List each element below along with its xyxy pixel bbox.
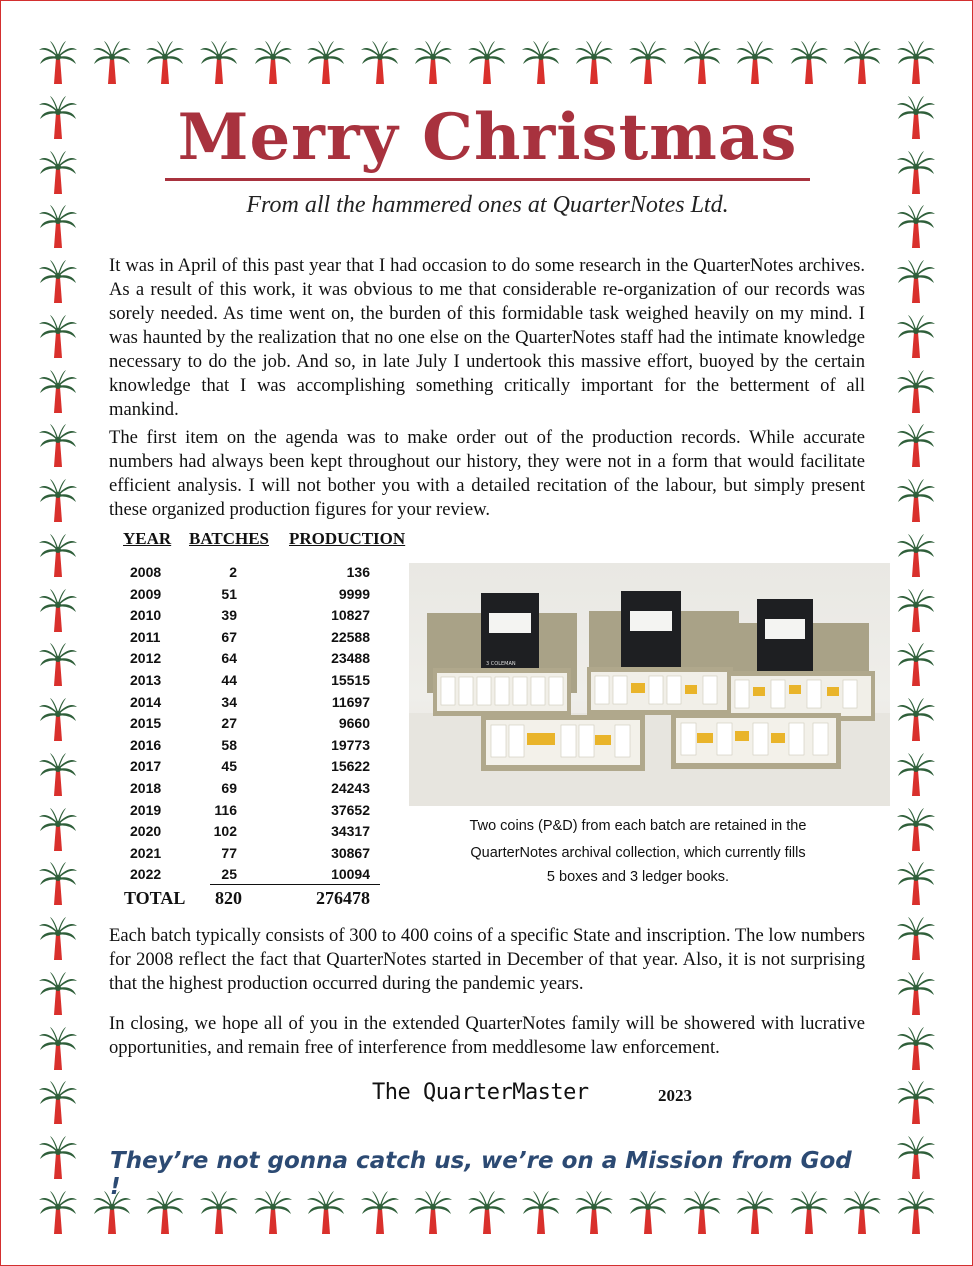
table-cell-year: 2020 (130, 823, 162, 840)
palm-tree-icon (896, 588, 936, 634)
table-cell-batches: 116 (214, 801, 237, 818)
palm-tree-icon (38, 204, 78, 250)
palm-tree-icon (896, 697, 936, 743)
table-header-production: PRODUCTION (289, 529, 406, 548)
palm-tree-icon (789, 40, 829, 86)
table-cell-batches: 34 (221, 693, 237, 710)
palm-tree-icon (896, 369, 936, 415)
batch-paragraph: Each batch typically consists of 300 to 400 coins of a specific State and inscription. The low numbers for 2008 reflect the fact that QuarterNotes started in December of that year. Also, it is not surprising that the highest production occurred during the pandemic years. (109, 925, 865, 994)
table-cell-production: 9660 (338, 715, 370, 732)
palm-tree-icon (896, 533, 936, 579)
table-cell-batches: 64 (221, 650, 237, 667)
palm-tree-icon (896, 259, 936, 305)
palm-tree-icon (413, 40, 453, 86)
palm-tree-icon (896, 1190, 936, 1236)
palm-tree-icon (38, 861, 78, 907)
palm-tree-icon (896, 642, 936, 688)
table-cell-batches: 2 (229, 564, 237, 580)
table-row (112, 629, 382, 651)
table-row (112, 694, 382, 716)
palm-tree-icon (38, 588, 78, 634)
palm-tree-icon (360, 40, 400, 86)
archive-photo (409, 563, 890, 806)
table-cell-production: 9999 (338, 585, 370, 602)
table-row (112, 845, 382, 867)
table-cell-production: 23488 (331, 650, 370, 667)
table-row (112, 672, 382, 694)
palm-tree-icon (38, 807, 78, 853)
table-cell-production: 11697 (331, 693, 370, 710)
table-cell-year: 2014 (130, 693, 162, 710)
palm-tree-icon (735, 40, 775, 86)
table-cell-production: 30867 (331, 844, 370, 861)
palm-tree-icon (145, 40, 185, 86)
table-cell-batches: 44 (221, 672, 237, 688)
palm-tree-icon (38, 1080, 78, 1126)
palm-tree-icon (38, 95, 78, 141)
palm-tree-icon (896, 861, 936, 907)
palm-tree-icon (38, 150, 78, 196)
total-label: TOTAL (124, 888, 186, 908)
closing-paragraph: In closing, we hope all of you in the extended QuarterNotes family will be showered with lucrative opportunities, and remain free of interference from meddlesome law enforcement. (109, 1013, 865, 1058)
palm-tree-icon (896, 916, 936, 962)
total-batches: 820 (215, 888, 242, 908)
table-cell-year: 2013 (130, 672, 162, 688)
table-cell-batches: 69 (221, 780, 237, 796)
table-cell-year: 2010 (130, 607, 162, 624)
palm-tree-icon (38, 971, 78, 1017)
photo-caption-line-2: QuarterNotes archival collection, which currently fills (470, 845, 806, 861)
table-cell-production: 34317 (331, 823, 370, 840)
palm-tree-icon (38, 423, 78, 469)
palm-tree-icon (896, 423, 936, 469)
palm-tree-icon (896, 40, 936, 86)
palm-tree-icon (306, 40, 346, 86)
palm-tree-icon (682, 40, 722, 86)
palm-tree-icon (38, 1190, 78, 1236)
table-cell-batches: 102 (213, 823, 237, 840)
table-row (112, 607, 382, 629)
palm-tree-icon (38, 478, 78, 524)
palm-tree-icon (521, 40, 561, 86)
table-cell-batches: 77 (221, 844, 237, 861)
photo-caption-line-3: 5 boxes and 3 ledger books. (546, 869, 730, 885)
table-cell-year: 2012 (130, 650, 162, 667)
palm-tree-icon (38, 1135, 78, 1181)
palm-tree-icon (38, 369, 78, 415)
table-row (112, 802, 382, 824)
palm-tree-icon (628, 40, 668, 86)
signature: The QuarterMaster (372, 1080, 589, 1105)
table-cell-year: 2017 (130, 758, 162, 775)
table-cell-production: 24243 (331, 780, 370, 796)
palm-tree-icon (199, 40, 239, 86)
palm-tree-icon (467, 40, 507, 86)
table-row (112, 823, 382, 845)
total-production: 276478 (316, 888, 370, 908)
palm-tree-icon (896, 971, 936, 1017)
table-header-year: YEAR (123, 529, 172, 548)
table-cell-year: 2018 (130, 780, 162, 796)
table-header-batches: BATCHES (189, 529, 269, 548)
palm-tree-icon (896, 95, 936, 141)
palm-tree-icon (842, 40, 882, 86)
palm-tree-icon (896, 150, 936, 196)
palm-tree-icon (38, 642, 78, 688)
table-cell-year: 2011 (130, 628, 161, 645)
table-row (112, 650, 382, 672)
intro-paragraph: It was in April of this past year that I had occasion to do some research in the QuarterNotes archives. As a result of this work, it was obvious to me that considerable re-organization of our records was sorely needed. As time went on, the burden of this formidable task weighed heavily on my mind. I was haunted by the realization that no one else on the QuarterNotes staff had the intimate knowledge necessary to do the job. And so, in late July I undertook this massive effort, buoyed by the certain knowledge that I was accomplishing something critically important for the betterment of all mankind. (109, 255, 865, 420)
table-cell-batches: 25 (221, 866, 237, 883)
table-row (112, 715, 382, 737)
table-cell-year: 2009 (130, 585, 162, 602)
table-cell-year: 2019 (130, 801, 162, 818)
table-cell-production: 10827 (331, 607, 370, 624)
table-cell-batches: 27 (221, 715, 237, 732)
table-cell-production: 22588 (331, 628, 370, 645)
palm-tree-icon (574, 40, 614, 86)
records-paragraph: The first item on the agenda was to make order out of the production records. While accurate numbers had always been kept throughout our history, they were not in a form that would facilitate efficient analysis. I will not bother you with a detailed recitation of the labour, but simply present these organized production figures for your review. (109, 427, 865, 520)
table-cell-production: 10094 (331, 866, 370, 883)
ledger-brand-label: 3 COLEMAN (486, 661, 516, 667)
palm-tree-icon (38, 314, 78, 360)
page-title: Merry Christmas (165, 100, 810, 181)
table-cell-batches: 58 (221, 736, 237, 753)
signature-year: 2023 (658, 1086, 692, 1105)
table-cell-batches: 45 (221, 758, 237, 775)
palm-tree-icon (38, 697, 78, 743)
table-cell-year: 2022 (130, 866, 162, 883)
palm-tree-icon (896, 1026, 936, 1072)
palm-tree-icon (253, 40, 293, 86)
palm-tree-icon (896, 807, 936, 853)
palm-tree-icon (38, 916, 78, 962)
page-subtitle: From all the hammered ones at QuarterNotes Ltd. (246, 192, 729, 218)
ledger-books (481, 591, 813, 675)
table-cell-year: 2016 (130, 736, 162, 753)
table-cell-production: 15515 (331, 672, 370, 688)
palm-tree-icon (896, 314, 936, 360)
table-row (112, 564, 382, 586)
table-cell-year: 2008 (130, 564, 162, 580)
palm-tree-icon (38, 1026, 78, 1072)
palm-tree-icon (896, 204, 936, 250)
palm-tree-icon (896, 752, 936, 798)
table-row (112, 780, 382, 802)
table-row (112, 758, 382, 780)
palm-tree-icon (92, 40, 132, 86)
palm-tree-icon (896, 1135, 936, 1181)
palm-tree-icon (38, 40, 78, 86)
table-cell-year: 2021 (130, 844, 162, 861)
table-row (112, 586, 382, 608)
photo-caption-line-1: Two coins (P&D) from each batch are retained in the (469, 818, 807, 834)
table-cell-batches: 67 (221, 628, 237, 645)
palm-tree-icon (896, 1080, 936, 1126)
table-row (112, 737, 382, 759)
palm-tree-icon (38, 752, 78, 798)
table-cell-production: 37652 (331, 801, 370, 818)
table-total-divider (210, 884, 380, 885)
motto: They’re not gonna catch us, we’re on a Mission from God ! (110, 1148, 852, 1200)
table-cell-batches: 39 (221, 607, 237, 624)
table-cell-year: 2015 (130, 715, 162, 732)
palm-tree-icon (38, 259, 78, 305)
table-cell-production: 19773 (331, 736, 370, 753)
palm-tree-icon (38, 533, 78, 579)
table-cell-production: 136 (346, 564, 370, 580)
table-cell-production: 15622 (331, 758, 370, 775)
palm-tree-icon (896, 478, 936, 524)
table-cell-batches: 51 (221, 585, 237, 602)
